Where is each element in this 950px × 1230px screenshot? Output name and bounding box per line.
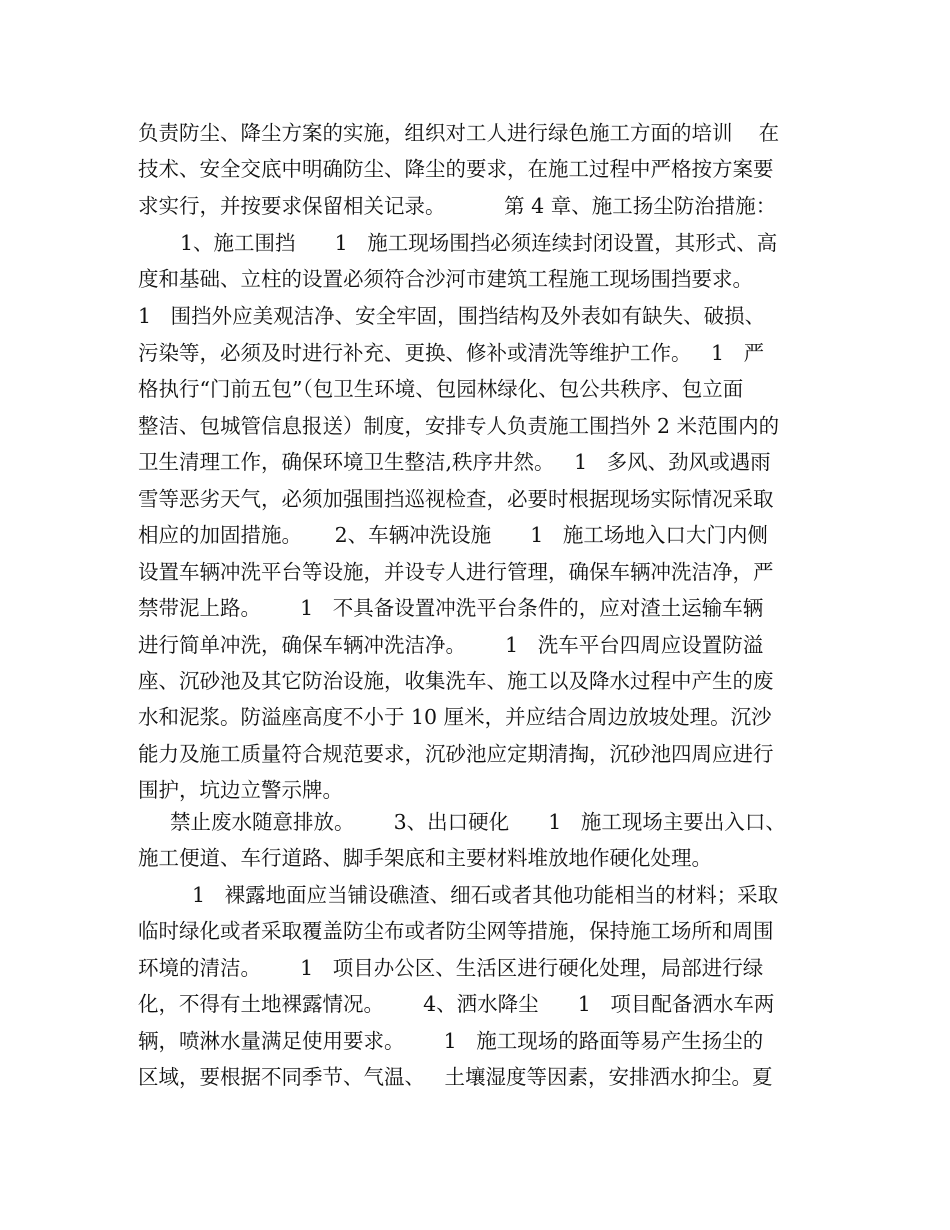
text-line: 辆，喷淋水量满足使用要求。 1 施工现场的路面等易产生扬尘的 xyxy=(138,1029,764,1053)
text-line: 1、施工围挡 1 施工现场围挡必须连续封闭设置，其形式、高 xyxy=(180,231,778,255)
text-line: 水和泥浆。防溢座高度不小于 10 厘米，并应结合周边放坡处理。沉沙 xyxy=(138,705,772,729)
text-line: 整洁、包城管信息报送）制度，安排专人负责施工围挡外 2 米范围内的 xyxy=(138,414,780,438)
text-line: 1 裸露地面应当铺设礁渣、细石或者其他功能相当的材料；采取 xyxy=(192,883,779,907)
text-line: 技术、安全交底中明确防尘、降尘的要求，在施工过程中严格按方案要 xyxy=(138,157,774,181)
text-line: 区域，要根据不同季节、气温、 土壤湿度等因素，安排洒水抑尘。夏 xyxy=(138,1065,773,1089)
text-line: 负责防尘、降尘方案的实施，组织对工人进行绿色施工方面的培训 在 xyxy=(138,121,780,145)
text-line: 求实行，并按要求保留相关记录。 第 4 章、施工扬尘防治措施： xyxy=(138,194,777,218)
text-line: 环境的清洁。 1 项目办公区、生活区进行硬化处理，局部进行绿 xyxy=(138,956,764,980)
text-line: 相应的加固措施。 2、车辆冲洗设施 1 施工场地入口大门内侧 xyxy=(138,523,768,547)
text-line: 污染等，必须及时进行补充、更换、修补或清洗等维护工作。 1 严 xyxy=(138,341,765,365)
text-line: 度和基础、立柱的设置必须符合沙河市建筑工程施工现场围挡要求。 xyxy=(138,267,753,291)
text-line: 雪等恶劣天气，必须加强围挡巡视检查，必要时根据现场实际情况采取 xyxy=(138,487,774,511)
text-line: 围护，坑边立警示牌。 xyxy=(138,778,343,802)
text-line: 1 围挡外应美观洁净、安全牢固，围挡结构及外表如有缺失、破损、 xyxy=(138,304,766,328)
text-line: 能力及施工质量符合规范要求，沉砂池应定期清掏，沉砂池四周应进行 xyxy=(138,742,774,766)
text-line: 卫生清理工作，确保环境卫生整洁,秩序井然。 1 多风、劲风或遇雨 xyxy=(138,450,771,474)
text-line: 座、沉砂池及其它防治设施，收集洗车、施工以及降水过程中产生的废 xyxy=(138,669,774,693)
text-line: 进行简单冲洗，确保车辆冲洗洁净。 1 洗车平台四周应设置防溢 xyxy=(138,633,764,657)
text-line: 设置车辆冲洗平台等设施，并设专人进行管理，确保车辆冲洗洁净，严 xyxy=(138,560,774,584)
text-line: 禁止废水随意排放。 3、出口硬化 1 施工现场主要出入口、 xyxy=(170,810,786,834)
text-line: 临时绿化或者采取覆盖防尘布或者防尘网等措施，保持施工场所和周围 xyxy=(138,919,774,943)
text-line: 格执行“门前五包”（包卫生环境、包园林绿化、包公共秩序、包立面 xyxy=(138,377,744,401)
text-line: 化，不得有土地裸露情况。 4、洒水降尘 1 项目配备洒水车两 xyxy=(138,992,775,1016)
text-line: 禁带泥上路。 1 不具备设置冲洗平台条件的，应对渣土运输车辆 xyxy=(138,596,764,620)
text-line: 施工便道、车行道路、脚手架底和主要材料堆放地作硬化处理。 xyxy=(138,846,712,870)
